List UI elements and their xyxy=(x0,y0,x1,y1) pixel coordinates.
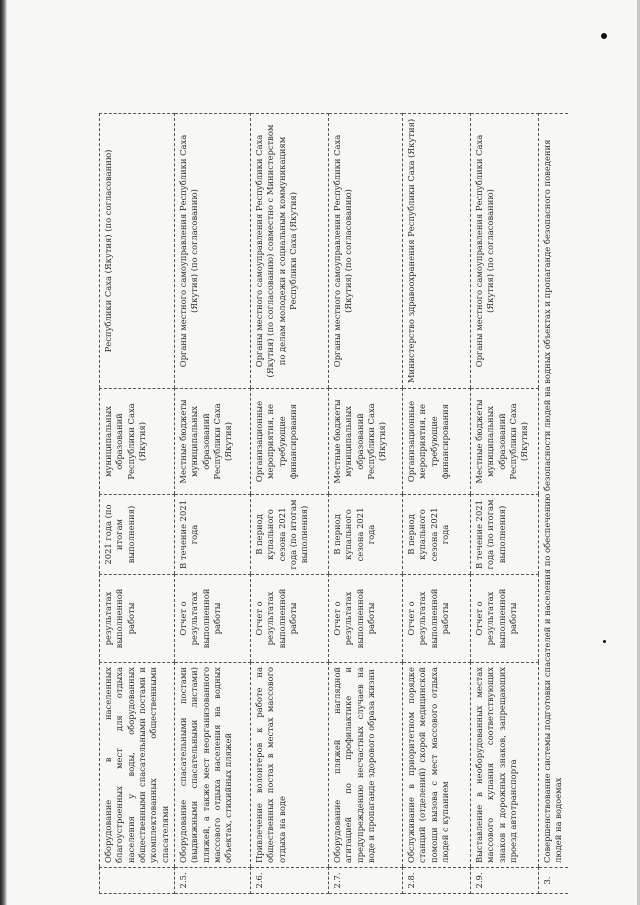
section-title: Совершенствование системы подготовки спасателей и населения по обеспечению безопасности людей на водных объектах и пропаганде безопасного поведения людей на водоемах xyxy=(539,114,568,868)
measure-cell: Оборудование спасательными постами (выдвижными спасательными листами) пляжей, а также мест неорганизованного массового отдыха населения на водных объектах, стихийных пляжей xyxy=(175,663,251,868)
deadline-cell: В течение 2021 года (по итогам выполнения) xyxy=(471,495,539,575)
row-number: 2.6. xyxy=(251,868,329,894)
funding-cell: Организационные мероприятия, не требующие финансирования xyxy=(403,389,471,495)
table-row xyxy=(329,114,403,894)
deadline-cell: В течение 2021 года xyxy=(175,495,251,575)
row-number: 2.5. xyxy=(175,868,251,894)
result-cell: Отчет о результатах выполненной работы xyxy=(251,575,329,663)
funding-cell: Организационные мероприятия, не требующие финансирования xyxy=(251,389,329,495)
section-number: 3. xyxy=(539,868,568,894)
table-row xyxy=(175,114,251,894)
row-number: 2.9. xyxy=(471,868,539,894)
deadline-cell: В период купального сезона 2021 года xyxy=(403,495,471,575)
table-row xyxy=(251,114,329,894)
rotated-table-page xyxy=(99,114,564,894)
measure-cell: Выставление в необорудованных местах массового купания соответствующих знаков и дорожных знаков, запрещающих проезд автотранспорта xyxy=(471,663,539,868)
result-cell: результатах выполненной работы xyxy=(100,575,175,663)
row-number xyxy=(100,868,175,894)
table-row xyxy=(403,114,471,894)
funding-cell: Местные бюджеты муниципальных образований Республики Саха (Якутия) xyxy=(175,389,251,495)
scan-speck xyxy=(603,640,606,643)
row-number: 2.8. xyxy=(403,868,471,894)
section-row xyxy=(539,114,568,894)
deadline-cell: В период купального сезона 2021 года xyxy=(329,495,403,575)
executor-cell: Органы местного самоуправления Республики Саха (Якутия) (по согласованию) xyxy=(175,114,251,389)
measure-cell: Оборудование в населенных благоустроенных мест для отдыха населения у воды, оборудованных общественными спасательными постами и укомплектованных общественными спасателями xyxy=(100,663,175,868)
table-row xyxy=(100,114,175,894)
funding-cell: Местные бюджеты муниципальных образований Республики Саха (Якутия) xyxy=(471,389,539,495)
result-cell: Отчет о результатах выполненной работы xyxy=(403,575,471,663)
deadline-cell: 2021 года (по итогам выполнения) xyxy=(100,495,175,575)
plan-table xyxy=(99,113,568,894)
result-cell: Отчет о результатах выполненной работы xyxy=(471,575,539,663)
executor-cell: Министерство здравоохранения Республики Саха (Якутия) xyxy=(403,114,471,389)
funding-cell: Местные бюджеты муниципальных образований Республики Саха (Якутия) xyxy=(329,389,403,495)
row-number: 2.7. xyxy=(329,868,403,894)
measure-cell: Обслуживание в приоритетном порядке станций (отделений) скорой медицинской помощи вызова с мест массового отдыха людей с купанием xyxy=(403,663,471,868)
executor-cell: Органы местного самоуправления Республики Саха (Якутия) (по согласованию) xyxy=(329,114,403,389)
measure-cell: Привлечение волонтеров к работе на общественных постах в местах массового отдыха на воде xyxy=(251,663,329,868)
measure-cell: Оборудование пляжей наглядной агитацией по профилактике и предупреждению несчастных случаев на воде и пропаганде здорового образа жизни xyxy=(329,663,403,868)
executor-cell: Республики Саха (Якутия) (по согласованию) xyxy=(100,114,175,389)
table-row xyxy=(471,114,539,894)
executor-cell: Органы местного самоуправления Республики Саха (Якутия) (по согласованию) xyxy=(471,114,539,389)
scan-left-edge xyxy=(0,0,7,905)
deadline-cell: В период купального сезона 2021 года (по итогам выполнения) xyxy=(251,495,329,575)
result-cell: Отчет о результатах выполненной работы xyxy=(329,575,403,663)
scan-speck xyxy=(601,33,607,39)
executor-cell: Органы местного самоуправления Республики Саха (Якутия) (по согласованию) совместно с Министерством по делам молодежи и социальным коммуникациям Республики Саха (Якутия) xyxy=(251,114,329,389)
result-cell: Отчет о результатах выполненной работы xyxy=(175,575,251,663)
funding-cell: муниципальных образований Республики Саха (Якутия) xyxy=(100,389,175,495)
